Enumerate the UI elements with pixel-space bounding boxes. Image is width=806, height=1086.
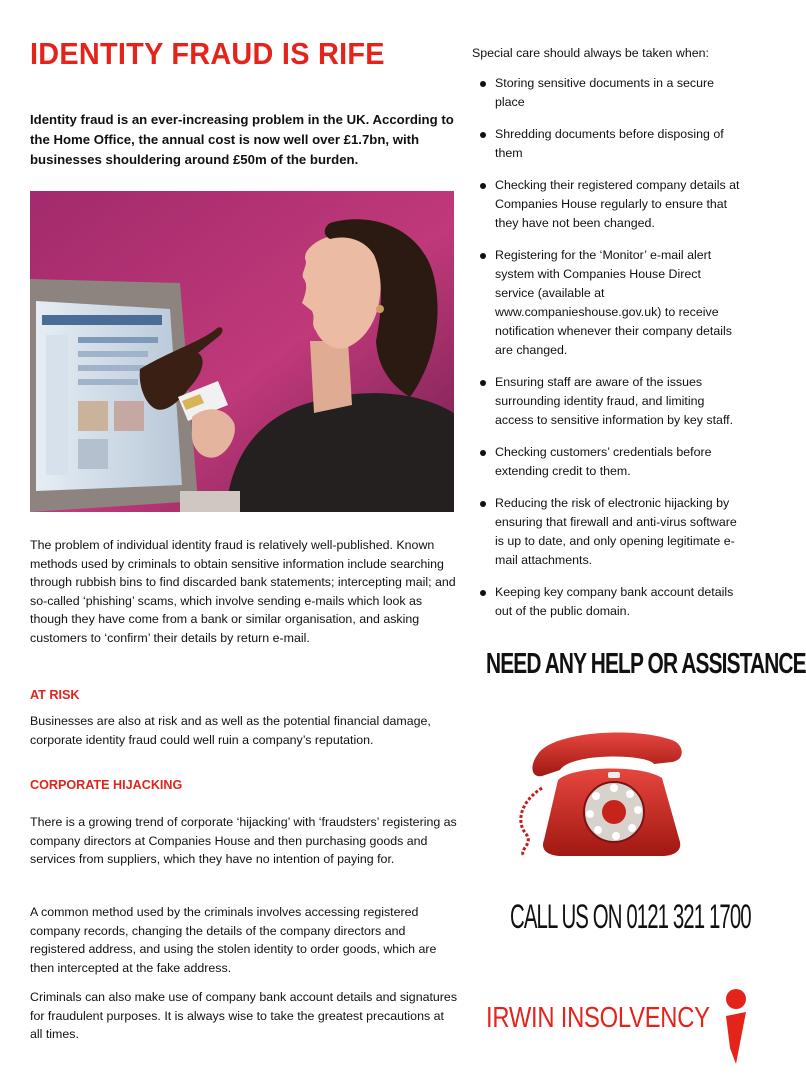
- fraud-photo: [30, 191, 454, 512]
- list-item: Checking customers’ credentials before extending credit to them.: [472, 443, 742, 481]
- page-title: IDENTITY FRAUD IS RIFE: [30, 36, 385, 71]
- left-column: [30, 36, 458, 170]
- corporate-hijacking-heading: CORPORATE HIJACKING: [30, 778, 183, 792]
- list-item: Storing sensitive documents in a secure place: [472, 74, 742, 112]
- care-list: [472, 74, 742, 621]
- list-item: Checking their registered company details at Companies House regularly to ensure that they have not been changed.: [472, 176, 742, 233]
- logo-i-icon: [716, 988, 748, 1068]
- bullet-icon: [480, 81, 486, 87]
- list-item: Ensuring staff are aware of the issues surrounding identity fraud, and limiting access to sensitive information by key staff.: [472, 373, 742, 430]
- at-risk-heading: AT RISK: [30, 688, 80, 702]
- list-item: Shredding documents before disposing of them: [472, 125, 742, 163]
- hijacking-paragraph-2: A common method used by the criminals involves accessing registered company records, changing the details of the company directors and registered address, and using the stolen identity to order goods, which are then intercepted at the fake address.: [30, 905, 437, 975]
- bullet-icon: [480, 380, 486, 386]
- right-column: [472, 46, 742, 634]
- hijacking-paragraph-3: Criminals can also make use of company bank account details and signatures for fraudulent purposes. It is always wise to take the greatest precautions at all times.: [30, 990, 458, 1042]
- irwin-insolvency-logo: [486, 988, 748, 1068]
- hijacking-paragraph-1: There is a growing trend of corporate ‘hijacking’ with ‘fraudsters’ registering as company directors at Companies House and then purchasing goods and services from suppliers, which they have no intention of paying for.: [30, 815, 457, 867]
- bullet-icon: [480, 450, 486, 456]
- bullet-icon: [480, 132, 486, 138]
- list-item: Reducing the risk of electronic hijacking by ensuring that firewall and anti-virus software is up to date, and only opening legitimate e-mail attachments.: [472, 494, 742, 570]
- telephone-icon: [512, 724, 690, 858]
- at-risk-paragraph: Businesses are also at risk and as well as the potential financial damage, corporate identity fraud could well ruin a company’s reputation.: [30, 714, 431, 747]
- intro-paragraph: Identity fraud is an ever-increasing problem in the UK. According to the Home Office, the annual cost is now well over £1.7bn, with businesses shouldering around £50m of the burden.: [30, 112, 454, 167]
- bullet-icon: [480, 183, 486, 189]
- individual-fraud-paragraph: The problem of individual identity fraud is relatively well-published. Known methods used by criminals to obtain sensitive information include searching through rubbish bins to find discarded bank statements; intercepting mail; and so-called ‘phishing’ scams, which involve sending e-mails which look as though they have come from a bank or similar organisation, and asking customers to ‘confirm’ their details by return e-mail.: [30, 538, 456, 645]
- bullet-icon: [480, 590, 486, 596]
- list-item: Keeping key company bank account details out of the public domain.: [472, 583, 742, 621]
- bullet-icon: [480, 501, 486, 507]
- help-heading: NEED ANY HELP OR ASSISTANCE: [486, 648, 806, 680]
- care-intro: Special care should always be taken when:: [472, 46, 709, 60]
- bullet-icon: [480, 253, 486, 259]
- logo-text: IRWIN INSOLVENCY: [486, 1002, 710, 1034]
- call-us-number: CALL US ON 0121 321 1700: [510, 898, 751, 936]
- list-item: Registering for the ‘Monitor’ e-mail alert system with Companies House Direct service (available at www.companieshouse.gov.uk) to receive notification whenever their company details are changed.: [472, 246, 742, 360]
